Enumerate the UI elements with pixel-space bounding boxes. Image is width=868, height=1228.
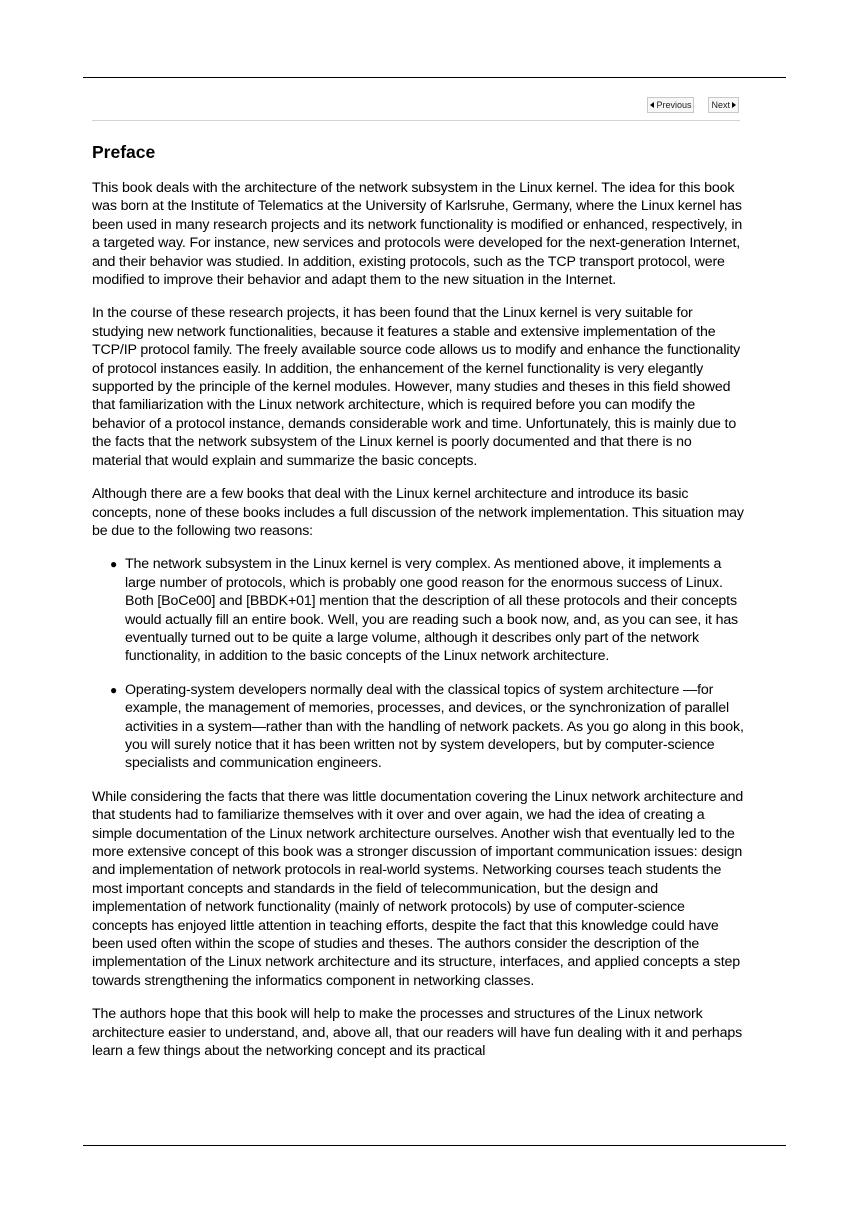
page-title: Preface <box>92 142 156 162</box>
paragraph: In the course of these research projects, it has been found that the Linux kernel is very suitable for studying new network functionalities, because it features a stable and extensive implementation of the TCP/IP protocol family. The freely available source code allows us to modify and enhance the functionality of protocol instances easily. In addition, the enhancement of the kernel functionality is very elegantly supported by the principle of the kernel modules. However, many studies and theses in this field showed that familiarization with the Linux network architecture, which is required before you can modify the behavior of a protocol instance, demands considerable work and time. Unfortunately, this is mainly due to the facts that the network subsystem of the Linux kernel is poorly documented and that there is no material that would explain and summarize the basic concepts. <box>92 305 741 469</box>
list-item <box>110 681 744 773</box>
page-content <box>92 140 744 1143</box>
previous-button[interactable] <box>647 97 694 113</box>
top-rule <box>83 77 786 78</box>
arrow-left-icon <box>650 102 654 108</box>
arrow-right-icon <box>732 102 736 108</box>
next-button[interactable] <box>708 97 739 113</box>
reasons-list <box>92 555 744 772</box>
list-item <box>110 555 744 665</box>
navigation-bar <box>92 96 740 121</box>
previous-label: Previous <box>656 100 692 110</box>
paragraph: While considering the facts that there was little documentation covering the Linux network architecture and that students had to familiarize themselves with it over and over again, we had the idea of creating a simple documentation of the Linux network architecture ourselves. Another wish that eventually led to the more extensive concept of this book was a stronger discussion of important communication issues: design and implementation of network protocols in real-world systems. Networking courses teach students the most important concepts and standards in the field of telecommunication, but the design and implementation of network functionality (mainly of network protocols) by use of computer-science concepts has enjoyed little attention in teaching efforts, despite the fact that this knowledge could have been used often within the scope of studies and theses. The authors consider the description of the implementation of the Linux network architecture and its structure, interfaces, and applied concepts a step towards strengthening the informatics component in networking classes. <box>92 788 744 989</box>
paragraph: The authors hope that this book will help to make the processes and structures of the Linux network architecture easier to understand, and, above all, that our readers will have fun dealing with it and perhaps learn a few things about the networking concept and its practical <box>92 1006 743 1060</box>
bottom-rule <box>83 1145 786 1146</box>
paragraph: Although there are a few books that deal with the Linux kernel architecture and introduce its basic concepts, none of these books includes a full discussion of the network implementation. This situation may be due to the following two reasons: <box>92 486 744 539</box>
paragraph: This book deals with the architecture of the network subsystem in the Linux kernel. The idea for this book was born at the Institute of Telematics at the University of Karlsruhe, Germany, where the Linux kernel has been used in many research projects and its network functionality is modified or enhanced, respectively, in a targeted way. For instance, new services and protocols were developed for the next-generation Internet, and their behavior was studied. In addition, existing protocols, such as the TCP transport protocol, were modified to improve their behavior and adapt them to the new situation in the Internet. <box>92 180 743 289</box>
bullet-icon: ● <box>110 557 118 572</box>
next-label: Next <box>711 100 730 110</box>
list-item-text: Operating-system developers normally deal with the classical topics of system architecture —for example, the management of memories, processes, and devices, or the synchronization of parallel activities in a system—rather than with the handling of network packets. As you go along in this book, you will surely notice that it has been written not by system developers, but by computer-science specialists and communication engineers. <box>125 681 744 772</box>
list-item-text: The network subsystem in the Linux kernel is very complex. As mentioned above, it implements a large number of protocols, which is probably one good reason for the enormous success of Linux. Both [BoCe00] and [BBDK+01] mention that the description of all these protocols and their concepts would actually fill an entire book. Well, you are reading such a book now, and, as you can see, it has eventually turned out to be quite a large volume, although it describes only part of the network functionality, in addition to the basic concepts of the Linux network architecture. <box>125 556 739 665</box>
bullet-icon: ● <box>110 682 118 697</box>
navigation-buttons <box>647 97 739 113</box>
